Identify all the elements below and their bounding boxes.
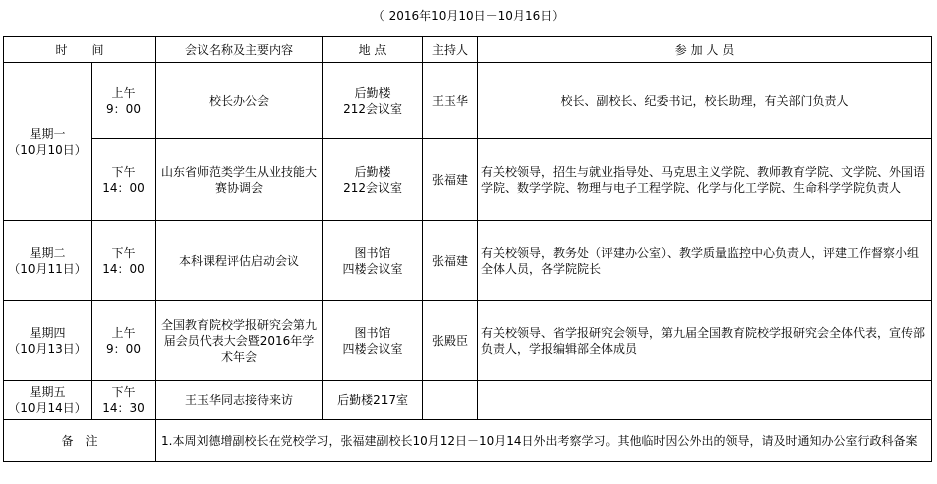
meeting-cell: 全国教育院校学报研究会第九届会员代表大会暨2016年学术年会 [156,301,323,381]
day-cell: 星期二 （10月11日） [4,221,92,301]
location-cell: 后勤楼217室 [323,381,423,420]
day-cell: 星期四 （10月13日） [4,301,92,381]
time-cell: 下午 14：00 [92,139,156,221]
meeting-cell: 本科课程评估启动会议 [156,221,323,301]
header-meeting: 会议名称及主要内容 [156,37,323,63]
location-cell: 图书馆 四楼会议室 [323,221,423,301]
meeting-cell: 山东省师范类学生从业技能大赛协调会 [156,139,323,221]
host-cell [423,381,478,420]
day-cell: 星期一 （10月10日） [4,63,92,221]
weekly-meeting-schedule [3,36,932,462]
table-row [4,63,932,139]
host-cell: 张福建 [423,221,478,301]
host-cell: 张殿臣 [423,301,478,381]
header-row [4,37,932,63]
location-cell: 图书馆 四楼会议室 [323,301,423,381]
attendees-cell: 有关校领导、省学报研究会领导，第九届全国教育院校学报研究会全体代表，宣传部负责人，学报编辑部全体成员 [478,301,932,381]
header-host: 主持人 [423,37,478,63]
table-row [4,301,932,381]
meeting-cell: 王玉华同志接待来访 [156,381,323,420]
meeting-cell: 校长办公会 [156,63,323,139]
attendees-cell: 校长、副校长、纪委书记，校长助理，有关部门负责人 [478,63,932,139]
time-cell: 下午 14：00 [92,221,156,301]
attendees-cell: 有关校领导，招生与就业指导处、马克思主义学院、教师教育学院、文学院、外国语学院、数学学院、物理与电子工程学院、化学与化工学院、生命科学学院负责人 [478,139,932,221]
host-cell: 张福建 [423,139,478,221]
table-row [4,139,932,221]
time-cell: 上午 9：00 [92,63,156,139]
notes-text: 1.本周刘德增副校长在党校学习，张福建副校长10月12日－10月14日外出考察学习。其他临时因公外出的领导，请及时通知办公室行政科备案 [156,420,932,462]
table-row [4,221,932,301]
attendees-cell [478,381,932,420]
time-cell: 下午 14：30 [92,381,156,420]
host-cell: 王玉华 [423,63,478,139]
table-row [4,381,932,420]
location-cell: 后勤楼 212会议室 [323,139,423,221]
location-cell: 后勤楼 212会议室 [323,63,423,139]
day-cell: 星期五 （10月14日） [4,381,92,420]
header-attendees: 参 加 人 员 [478,37,932,63]
schedule-caption: （ 2016年10月10日－10月16日） [372,9,565,23]
header-location: 地 点 [323,37,423,63]
attendees-cell: 有关校领导，教务处（评建办公室）、教学质量监控中心负责人，评建工作督察小组全体人员，各学院院长 [478,221,932,301]
header-time: 时 间 [4,37,156,63]
notes-label: 备 注 [4,420,156,462]
time-cell: 上午 9：00 [92,301,156,381]
notes-row [4,420,932,462]
